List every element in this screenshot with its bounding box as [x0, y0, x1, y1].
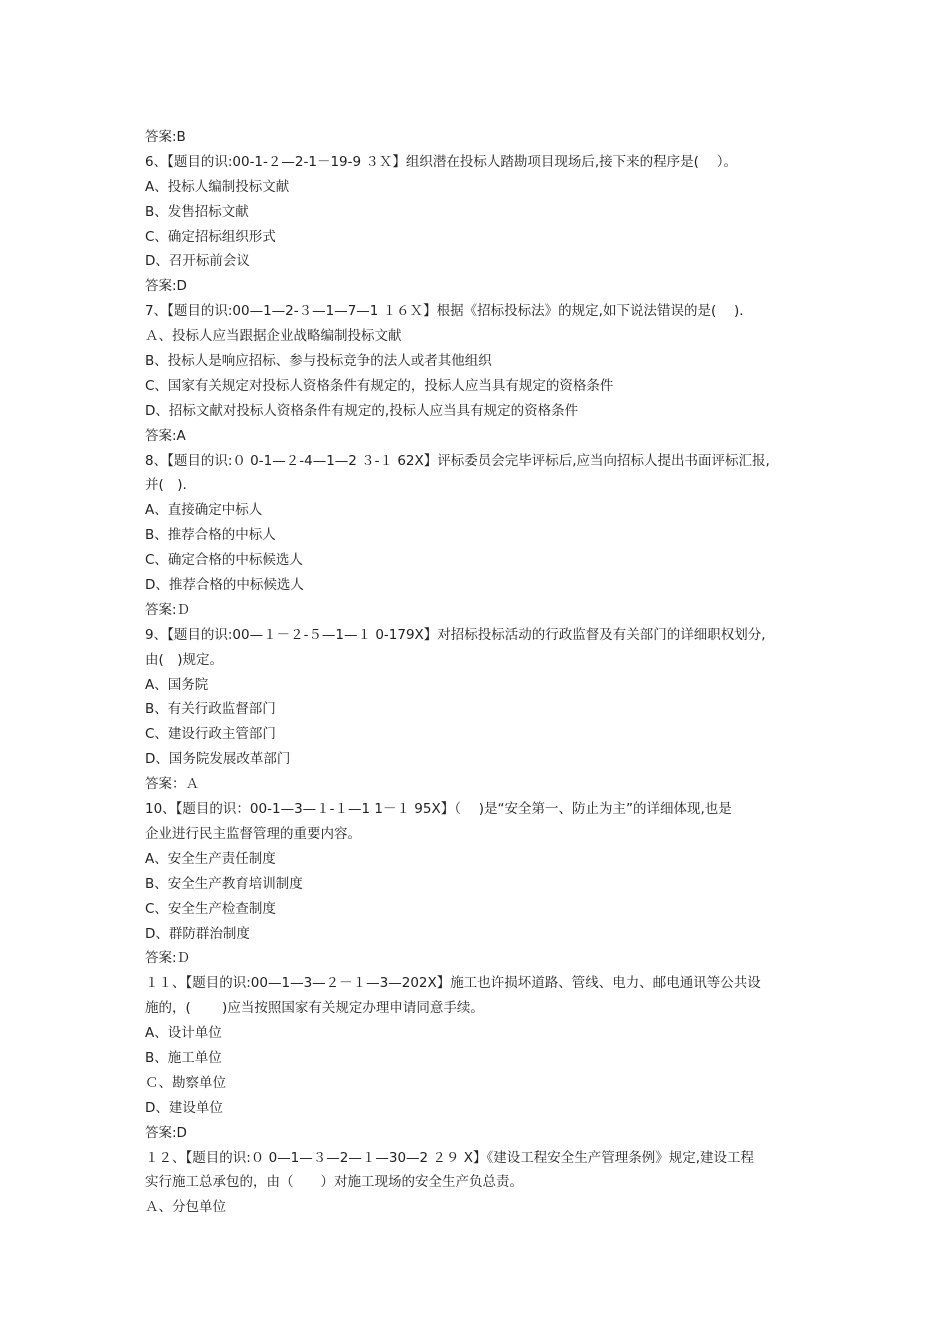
text-line: 答案:A	[145, 427, 186, 444]
text-line: D、国务院发展改革部门	[145, 751, 291, 768]
text-line: Ｃ、勘察单位	[145, 1074, 226, 1091]
text-line: B、施工单位	[145, 1049, 222, 1066]
text-line: C、国家有关规定对投标人资格条件有规定的，投标人应当具有规定的资格条件	[145, 377, 614, 394]
text-line: １２、【题目的识:０ 0—1—３—2—１—30—2 ２９ X】《建设工程安全生产管理条例》规定,建设工程	[145, 1149, 754, 1166]
text-line: B、推荐合格的中标人	[145, 527, 276, 544]
text-line: A、国务院	[145, 676, 209, 693]
text-line: 答案：Ａ	[145, 776, 199, 793]
text-line: D、推荐合格的中标候选人	[145, 577, 304, 594]
text-line: 7、【题目的识:00—1—2-３—1—7—1 １６Ｘ】根据《招标投标法》的规定,如下说法错误的是( ).	[145, 303, 744, 320]
text-line: D、招标文献对投标人资格条件有规定的,投标人应当具有规定的资格条件	[145, 402, 579, 419]
text-line: C、安全生产检查制度	[145, 900, 276, 917]
text-line: 8、【题目的识:０ 0-1—２-4—1—2 ３-１ 62X】评标委员会完毕评标后,应当向招标人提出书面评标汇报,	[145, 452, 770, 469]
text-line: D、召开标前会议	[145, 253, 250, 270]
text-line: C、建设行政主管部门	[145, 726, 276, 743]
text-line: １１、【题目的识:00—1—3—２－１—3—202X】施工也许损坏道路、管线、电力、邮电通讯等公共设	[145, 975, 761, 992]
text-line: 由( )规定。	[145, 651, 224, 668]
text-line: 并( ).	[145, 477, 187, 494]
text-line: 答案:Ｄ	[145, 601, 191, 618]
text-line: 10、【题目的识：00-1—3—１-１—1 1－１ 95X】（ )是“安全第一、防止为主”的详细体现,也是	[145, 801, 732, 818]
text-line: B、有关行政监督部门	[145, 701, 276, 718]
text-line: B、安全生产教育培训制度	[145, 875, 303, 892]
text-line: 6、【题目的识:00-1-２—2-1－19-9 ３Ｘ】组织潜在投标人踏勘项目现场后,接下来的程序是( ）。	[145, 153, 737, 170]
text-line: 施的，( )应当按照国家有关规定办理申请同意手续。	[145, 1000, 484, 1017]
text-line: 实行施工总承包的，由（ ）对施工现场的安全生产负总责。	[145, 1174, 523, 1191]
text-line: C、确定合格的中标候选人	[145, 552, 303, 569]
text-line: 答案:D	[145, 1124, 187, 1141]
text-line: 答案:Ｄ	[145, 950, 191, 967]
document-body	[145, 125, 825, 1220]
text-line: 9、【题目的识:00—１－２-５—1—１ 0-179X】对招标投标活动的行政监督及有关部门的详细职权划分,	[145, 626, 766, 643]
text-line: A、投标人编制投标文献	[145, 178, 290, 195]
text-line: B、发售招标文献	[145, 203, 249, 220]
text-line: D、群防群治制度	[145, 925, 250, 942]
text-line: D、建设单位	[145, 1099, 223, 1116]
text-line: Ａ、投标人应当跟据企业战略编制投标文献	[145, 328, 402, 345]
text-line: A、直接确定中标人	[145, 502, 263, 519]
text-line: Ａ、分包单位	[145, 1199, 226, 1216]
text-line: A、设计单位	[145, 1025, 222, 1042]
text-line: B、投标人是响应招标、参与投标竞争的法人或者其他组织	[145, 353, 492, 370]
text-line: 答案:B	[145, 129, 186, 145]
text-line: 答案:D	[145, 278, 187, 295]
text-line: 企业进行民主监督管理的重要内容。	[145, 825, 361, 842]
text-line: A、安全生产责任制度	[145, 850, 276, 867]
text-line: C、确定招标组织形式	[145, 228, 276, 245]
